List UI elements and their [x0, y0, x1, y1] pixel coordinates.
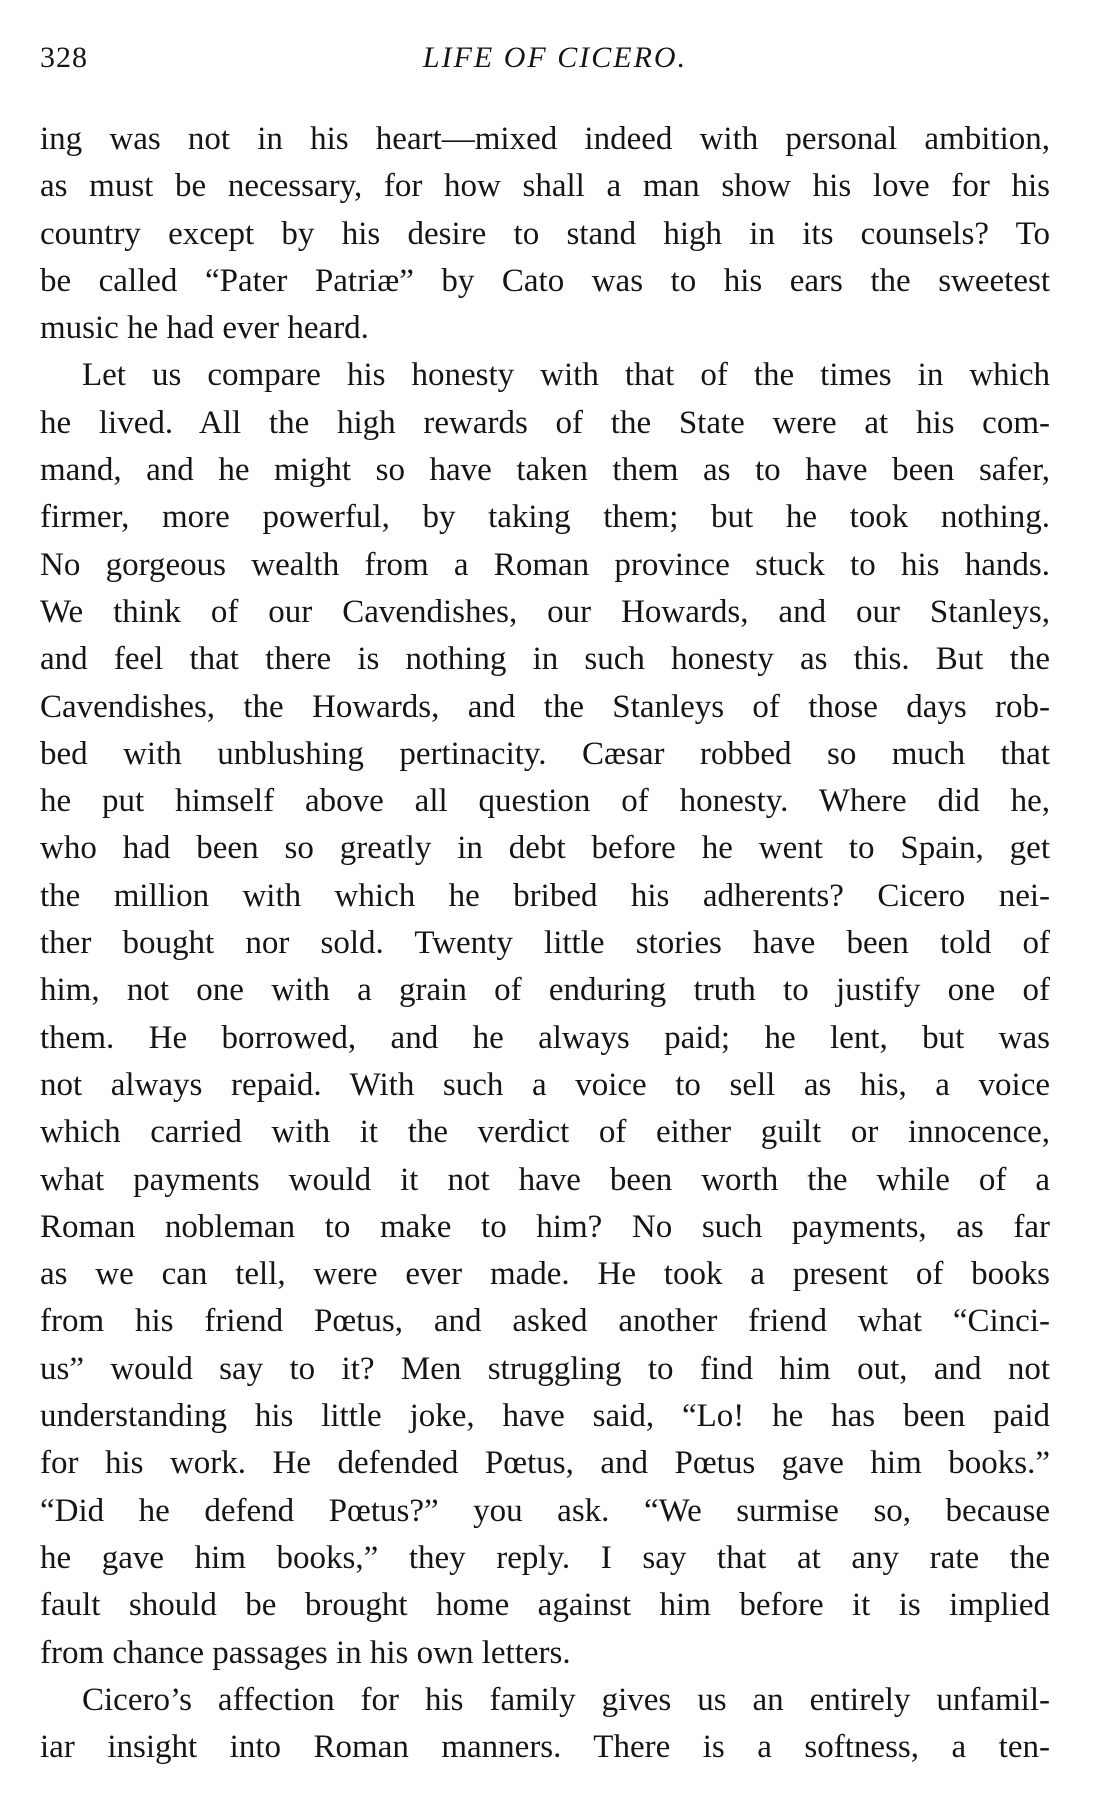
text-line: music he had ever heard.	[40, 310, 369, 347]
text-line: which carried with it the verdict of either guilt or innocence,	[40, 1114, 1050, 1151]
text-line: as we can tell, were ever made. He took a present of books	[40, 1256, 1050, 1293]
text-line: he gave him books,” they reply. I say that at any rate the	[40, 1539, 1050, 1576]
text-line: he put himself above all question of honesty. Where did he,	[40, 783, 1050, 820]
text-line: who had been so greatly in debt before he went to Spain, get	[40, 830, 1050, 867]
text-line: Cavendishes, the Howards, and the Stanleys of those days rob-	[40, 688, 1050, 725]
running-title: LIFE OF CICERO.	[422, 41, 688, 74]
text-line: from chance passages in his own letters.	[40, 1634, 571, 1671]
text-line: as must be necessary, for how shall a man show his love for his	[40, 168, 1050, 205]
text-line: for his work. He defended Pœtus, and Pœtus gave him books.”	[40, 1445, 1050, 1482]
text-line: We think of our Cavendishes, our Howards, and our Stanleys,	[40, 593, 1050, 630]
text-line: Roman nobleman to make to him? No such payments, as far	[40, 1208, 1050, 1245]
text-line: be called “Pater Patriæ” by Cato was to his ears the sweetest	[40, 262, 1050, 299]
text-line: not always repaid. With such a voice to sell as his, a voice	[40, 1066, 1050, 1103]
text-line: us” would say to it? Men struggling to find him out, and not	[40, 1350, 1050, 1387]
text-line: Let us compare his honesty with that of the times in which	[82, 357, 1050, 394]
page-number: 328	[40, 41, 88, 74]
text-line: and feel that there is nothing in such honesty as this. But the	[40, 641, 1050, 678]
text-line: what payments would it not have been worth the while of a	[40, 1161, 1050, 1198]
text-line: ing was not in his heart—mixed indeed with personal ambition,	[40, 121, 1050, 157]
text-line: No gorgeous wealth from a Roman province stuck to his hands.	[40, 546, 1050, 583]
running-head	[40, 38, 1050, 78]
text-line: he lived. All the high rewards of the State were at his com-	[40, 404, 1050, 441]
text-line: the million with which he bribed his adherents? Cicero nei-	[40, 877, 1050, 914]
text-line: “Did he defend Pœtus?” you ask. “We surmise so, because	[40, 1492, 1050, 1529]
text-line: mand, and he might so have taken them as to have been safer,	[40, 452, 1050, 489]
text-line: iar insight into Roman manners. There is a softness, a ten-	[40, 1729, 1050, 1766]
text-line: country except by his desire to stand high in its counsels? To	[40, 215, 1050, 252]
text-line: Cicero’s affection for his family gives us an entirely unfamil-	[82, 1681, 1050, 1718]
text-line: him, not one with a grain of enduring truth to justify one of	[40, 972, 1050, 1009]
body-text	[40, 116, 1050, 1771]
text-line: from his friend Pœtus, and asked another friend what “Cinci-	[40, 1303, 1050, 1340]
text-line: understanding his little joke, have said, “Lo! he has been paid	[40, 1398, 1050, 1435]
text-line: ther bought nor sold. Twenty little stories have been told of	[40, 925, 1050, 962]
text-line: firmer, more powerful, by taking them; but he took nothing.	[40, 499, 1050, 536]
text-line: fault should be brought home against him before it is implied	[40, 1587, 1050, 1624]
text-line: them. He borrowed, and he always paid; he lent, but was	[40, 1019, 1050, 1056]
text-line: bed with unblushing pertinacity. Cæsar robbed so much that	[40, 735, 1050, 772]
